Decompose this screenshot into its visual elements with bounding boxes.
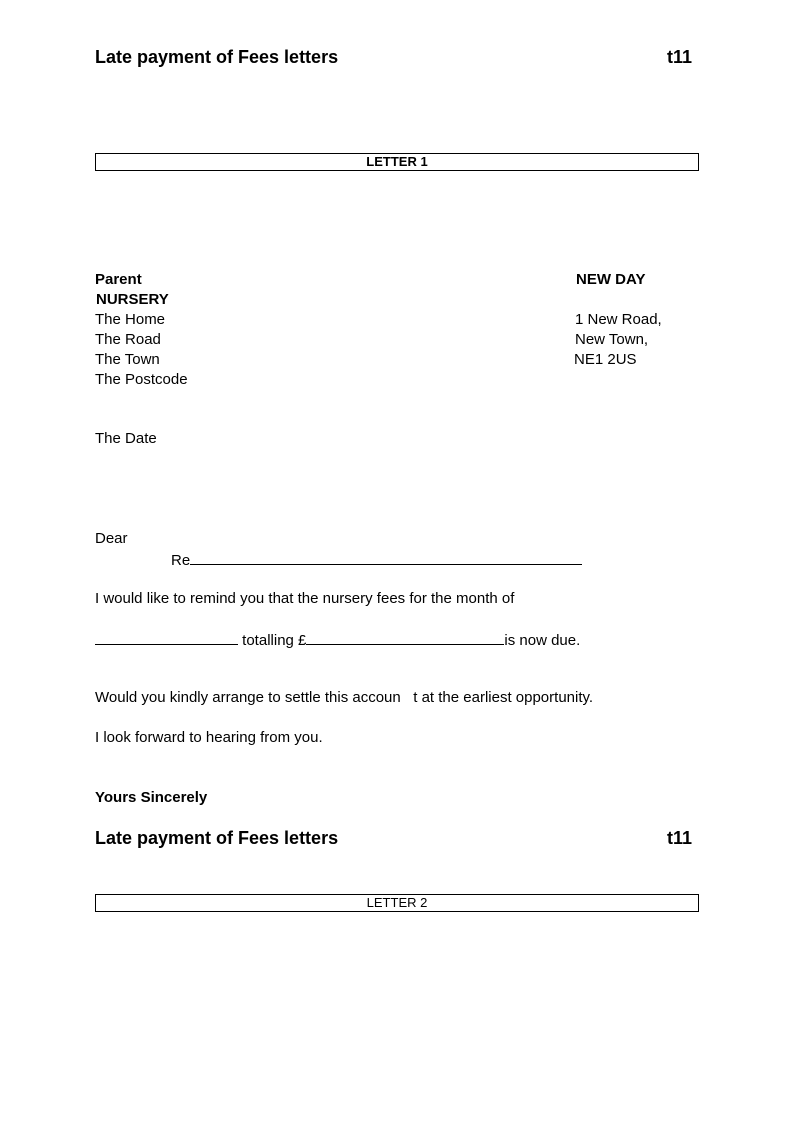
parent-address-line: The Postcode (95, 371, 188, 388)
header-code-2: t11 (667, 828, 693, 848)
parent-address-line: The Town (95, 351, 160, 368)
header-title-2: Late payment of Fees letters (95, 828, 339, 848)
header-title: Late payment of Fees letters (95, 47, 339, 67)
nursery-address-line: 1 New Road, (575, 311, 662, 328)
month-blank-line (95, 630, 238, 645)
body-line-3: Would you kindly arrange to settle this accoun t at the earliest opportunity. (95, 689, 594, 706)
salutation: Dear (95, 530, 128, 547)
re-blank-line (190, 550, 582, 565)
letter-2-box: LETTER 2 (95, 894, 699, 912)
letter-1-box: LETTER 1 (95, 153, 699, 171)
date-text: The Date (95, 430, 157, 447)
body-line-2 (95, 630, 580, 649)
amount-blank-line (306, 630, 504, 645)
body-line-4: I look forward to hearing from you. (95, 729, 323, 746)
parent-address-line: The Home (95, 311, 166, 328)
now-due-text: is now due. (504, 632, 581, 649)
re-label: Re (171, 552, 191, 569)
header-code: t11 (667, 47, 693, 67)
parent-label: Parent (95, 271, 142, 288)
nursery-address-line: New Town, (575, 331, 649, 348)
nursery-name-part2: NURSERY (96, 291, 169, 308)
totalling-label: totalling £ (242, 632, 307, 649)
nursery-name-part1: NEW DAY (576, 271, 646, 288)
body-line-1: I would like to remind you that the nursery fees for the month of (95, 590, 515, 607)
parent-address-line: The Road (95, 331, 161, 348)
closing: Yours Sincerely (95, 789, 208, 806)
re-line (171, 550, 582, 569)
nursery-address-line: NE1 2US (574, 351, 637, 368)
